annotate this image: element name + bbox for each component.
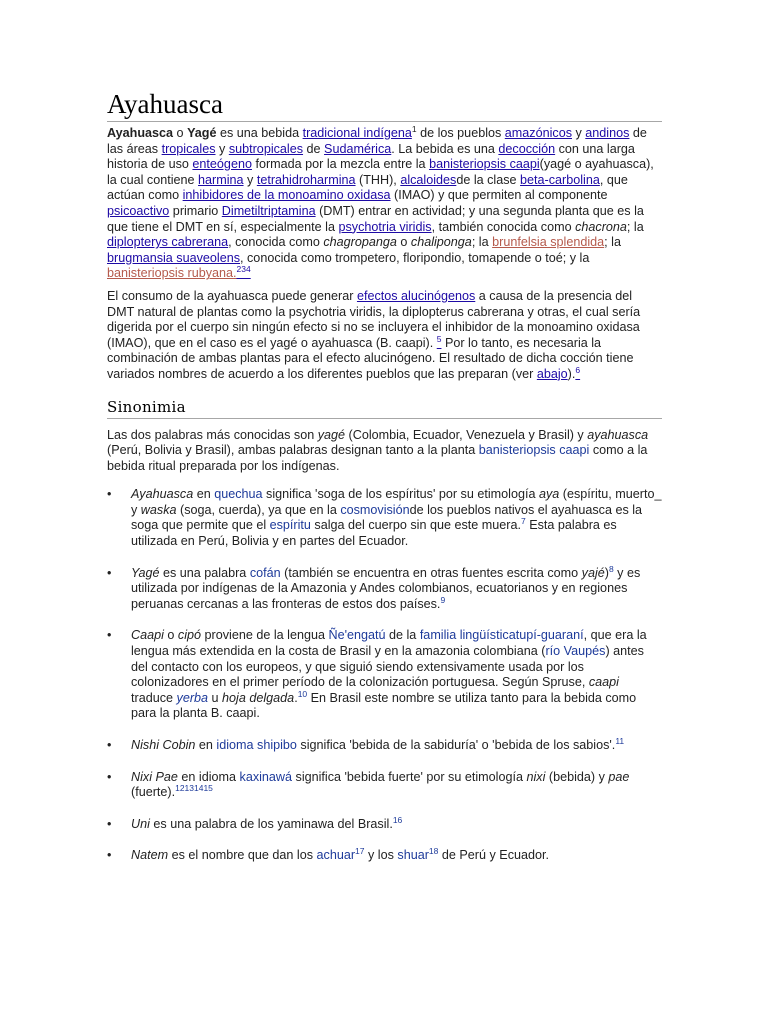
list-item-text	[131, 563, 641, 611]
text-run: de la	[385, 628, 420, 643]
text-run: yagé	[317, 427, 346, 442]
citation-link[interactable]: 7	[520, 516, 526, 527]
list-item	[107, 738, 662, 754]
text-run: ayahuasca	[587, 427, 649, 442]
text-run: (bebida) y	[545, 769, 609, 784]
list-item	[107, 487, 662, 549]
text-run: de las áreas	[107, 126, 647, 156]
text-run: Nishi Cobin	[131, 738, 196, 752]
inline-link[interactable]: kaxinawá	[239, 769, 293, 784]
citation-link[interactable]: 10	[297, 688, 308, 699]
text-run: Ayahuasca	[107, 126, 174, 140]
citation-link[interactable]: 234	[236, 264, 251, 275]
inline-link[interactable]: alcaloides	[400, 172, 457, 187]
text-run: Yagé	[131, 565, 160, 580]
text-run: ; la	[626, 219, 644, 234]
text-run: ; la	[471, 235, 493, 250]
citation-link[interactable]: 6	[575, 364, 581, 375]
list-item-text	[131, 848, 549, 862]
text-run: (DMT) entrar en actividad; y una segunda planta que es la que tiene el DMT en sí, especialmente la	[107, 203, 644, 234]
text-run: como a la bebida ritual preparada por los indígenas.	[107, 443, 648, 473]
inline-link[interactable]: banisteriopsis rubyana	[107, 266, 234, 281]
inline-link[interactable]: achuar	[316, 848, 356, 863]
text-run: en	[193, 487, 215, 502]
inline-link[interactable]: tetrahidroharmina	[256, 172, 356, 187]
inline-link[interactable]: Ñe'engatú	[328, 628, 386, 643]
inline-link[interactable]: banisteriopsis caapi	[478, 443, 590, 458]
text-run: Yagé	[187, 126, 217, 140]
bullet-icon: •	[107, 816, 112, 831]
text-run: en idioma	[177, 769, 240, 784]
text-run: El consumo de la ayahuasca puede generar	[107, 288, 357, 303]
citation-link[interactable]: 5	[436, 333, 442, 344]
text-run: chaliponga	[410, 235, 472, 250]
bullet-icon: •	[107, 738, 112, 752]
text-run: (Perú, Bolivia y Brasil), ambas palabras designan tanto a la planta	[107, 443, 479, 458]
inline-link[interactable]: brunfelsia splendida	[492, 235, 605, 250]
inline-link[interactable]: Dimetiltriptamina	[221, 203, 316, 218]
text-run: (también se encuentra en otras fuentes escrita como	[280, 565, 582, 580]
inline-link[interactable]: idioma shipibo	[216, 738, 297, 752]
text-run: .	[294, 690, 298, 705]
text-run: . La bebida es una	[391, 141, 499, 156]
citation-link[interactable]: 12131415	[175, 783, 213, 794]
text-run: Uni	[131, 816, 150, 831]
text-run: Caapi	[131, 628, 164, 643]
list-item	[107, 770, 662, 801]
inline-link[interactable]: enteógeno	[192, 157, 252, 172]
text-run: de	[303, 141, 325, 156]
text-run: y es utilizada por indígenas de la Amazonia y Andes colombianos, ecuatorianos y en regiones peruanas cercanas a las fronteras de estos dos países.	[131, 565, 641, 611]
text-run: ; la	[604, 235, 621, 250]
text-run: es el nombre que dan los	[168, 848, 317, 863]
text-run: y	[243, 172, 257, 187]
text-run: Ayahuasca	[131, 487, 194, 502]
inline-link[interactable]: decocción	[498, 141, 556, 156]
article-title: Ayahuasca	[107, 88, 662, 122]
effects-paragraph	[107, 289, 662, 383]
text-run: ) antes del contacto con los europeos, y que siguió siendo extensivamente usada por los colonizadores en el primer período de la colonización portuguesa. Según Spruse,	[131, 644, 644, 690]
text-run: y	[572, 126, 586, 140]
bullet-icon: •	[107, 769, 112, 784]
bullet-icon: •	[107, 848, 112, 863]
list-item	[107, 628, 662, 722]
list-item	[107, 848, 662, 864]
text-run: formada por la mezcla entre la	[251, 157, 430, 172]
inline-link[interactable]: andinos	[585, 126, 630, 140]
section-heading-sinonimia: Sinonimia	[107, 397, 662, 419]
inline-link[interactable]: subtropicales	[228, 141, 304, 156]
text-run: waska	[140, 502, 177, 517]
list-item-text	[131, 487, 661, 548]
synonyms-list	[107, 487, 662, 864]
text-run: , también conocida como	[431, 219, 576, 234]
inline-link[interactable]: harmina	[198, 172, 244, 187]
text-run: a causa de la presencia del DMT natural de plantas como la psychotria viridis, la diplopterus cabrerana y otras, el cual sería digerida por el cuerpo sin ningún efecto si no se incluyera el inhibidor de la monoamino oxidasa (IMAO), que en el caso es el yagé o ayahuasca (B. caapi).	[107, 288, 641, 350]
text-run: o	[396, 235, 411, 250]
text-run: chacrona	[575, 219, 627, 234]
inline-link[interactable]: shuar	[397, 848, 429, 863]
text-run: o	[173, 126, 188, 140]
text-run: aya	[538, 487, 560, 502]
list-item	[107, 814, 662, 833]
list-item-text	[131, 814, 403, 831]
inline-link[interactable]: tropicales	[161, 141, 216, 156]
list-item-text	[131, 770, 629, 800]
text-run: de los pueblos nativos el ayahuasca es la soga que permite que el	[131, 502, 643, 533]
text-run: salga del cuerpo sin que este muera.	[310, 518, 521, 533]
text-run: nixi	[526, 769, 546, 784]
citation-link[interactable]: 17	[355, 846, 365, 857]
text-run: y los	[364, 848, 398, 863]
bullet-icon: •	[107, 565, 112, 580]
text-run: (THH),	[355, 172, 401, 187]
synonyms-paragraph	[107, 428, 662, 475]
text-run: (yagé o ayahuasca), la cual contiene	[107, 157, 654, 187]
text-run: )	[604, 565, 609, 580]
text-run: En Brasil este nombre se utiliza tanto para la bebida como para la planta B. caapi.	[131, 690, 637, 721]
text-run: Las dos palabras más conocidas son	[107, 427, 318, 442]
inline-link[interactable]: abajo	[536, 366, 568, 381]
inline-link[interactable]: amazónicos	[504, 126, 572, 140]
article	[107, 88, 662, 880]
text-run: proviene de la lengua	[201, 628, 329, 643]
citation-link[interactable]: 8	[608, 563, 614, 574]
intro-paragraph	[107, 126, 662, 282]
inline-link[interactable]: efectos alucinógenos	[356, 288, 476, 303]
text-run: pae	[608, 769, 630, 784]
inline-link[interactable]: quechua	[214, 487, 263, 502]
text-run: (Colombia, Ecuador, Venezuela y Brasil) y	[345, 427, 588, 442]
text-run: , conocida como trompetero, floripondio, tomapende o toé; y la	[240, 250, 590, 265]
text-run: Por lo tanto, es necesaria la combinación de ambas plantas para el efecto alucinógeno. El resultado de dicha cocción tiene variados nombres de acuerdo a los diferentes pueblos que las preparan (ver	[107, 335, 634, 381]
inline-link[interactable]: banisteriopsis caapi	[429, 157, 540, 172]
text-run: traduce	[131, 690, 177, 705]
text-run: Esta palabra es utilizada en Perú, Bolivia y en partes del Ecuador.	[131, 518, 617, 549]
text-run: hoja delgada	[222, 690, 295, 705]
inline-link[interactable]: psicoactivo	[107, 203, 170, 218]
inline-link[interactable]: inhibidores de la monoamino oxidasa	[182, 188, 391, 203]
text-run: caapi	[588, 675, 619, 690]
list-item-text	[131, 628, 647, 720]
inline-link[interactable]: cosmovisión	[340, 502, 410, 517]
inline-link[interactable]: cofán	[249, 565, 281, 580]
text-run: (IMAO) y que permiten al componente	[390, 188, 608, 203]
text-run: significa 'bebida fuerte' por su etimología	[292, 769, 527, 784]
bullet-icon: •	[107, 487, 112, 502]
inline-link[interactable]: Sudamérica	[324, 141, 392, 156]
text-run: significa 'bebida de la sabiduría' o 'bebida de los sabios'.	[296, 738, 616, 752]
text-run: (soga, cuerda), ya que en la	[176, 502, 341, 517]
text-run: 1	[411, 124, 417, 134]
text-run: es una bebida	[216, 126, 303, 140]
bullet-icon: •	[107, 628, 112, 643]
inline-link[interactable]: yerba	[176, 690, 209, 705]
text-run: significa 'soga de los espíritus' por su etimología	[262, 487, 539, 502]
inline-link[interactable]: diplopterys cabrerana	[107, 235, 229, 250]
text-run: (fuerte).	[131, 785, 176, 800]
text-run: (espíritu, muerto_ y	[131, 487, 662, 517]
text-run: yajé	[581, 565, 605, 580]
inline-link[interactable]: brugmansia suaveolens	[107, 250, 241, 265]
text-run: de la clase	[456, 172, 521, 187]
inline-link[interactable]: psychotria viridis	[338, 219, 432, 234]
list-item	[107, 563, 662, 613]
list-item-text	[131, 738, 624, 752]
text-run: Natem	[131, 848, 169, 863]
text-run: Nixi Pae	[131, 769, 178, 784]
text-run: y	[215, 141, 229, 156]
text-run: ).	[567, 366, 576, 381]
inline-link[interactable]: río Vaupés	[545, 644, 606, 659]
citation-link[interactable]: 18	[428, 846, 439, 857]
text-run: o	[163, 628, 178, 643]
text-run: , que era la lengua más extendida en la costa de Brasil y en la amazonia colombiana (	[131, 628, 647, 659]
text-run: es una palabra	[159, 565, 250, 580]
text-run: chagropanga	[323, 235, 397, 250]
citation-link[interactable]: 11	[615, 736, 625, 746]
text-run: de los pueblos	[416, 126, 505, 140]
text-run: con una larga historia de uso	[107, 141, 635, 172]
inline-link[interactable]: espíritu	[269, 518, 311, 533]
text-run: en	[195, 738, 217, 752]
text-run: cipó	[177, 628, 202, 643]
inline-link[interactable]: tradicional indígena	[302, 126, 412, 140]
citation-link[interactable]: 16	[392, 814, 403, 825]
inline-link[interactable]: .	[233, 266, 237, 281]
text-run: primario	[169, 203, 222, 218]
text-run: de Perú y Ecuador.	[438, 848, 550, 863]
inline-link[interactable]: beta-carbolina	[520, 172, 600, 187]
text-run: es una palabra de los yaminawa del Brasil.	[149, 816, 393, 831]
text-run: , que actúan como	[107, 172, 628, 203]
citation-link[interactable]: 9	[440, 594, 446, 605]
text-run: u	[208, 690, 223, 705]
text-run: , conocida como	[228, 235, 324, 250]
inline-link[interactable]: familia lingüísticatupí-guaraní	[419, 628, 584, 643]
